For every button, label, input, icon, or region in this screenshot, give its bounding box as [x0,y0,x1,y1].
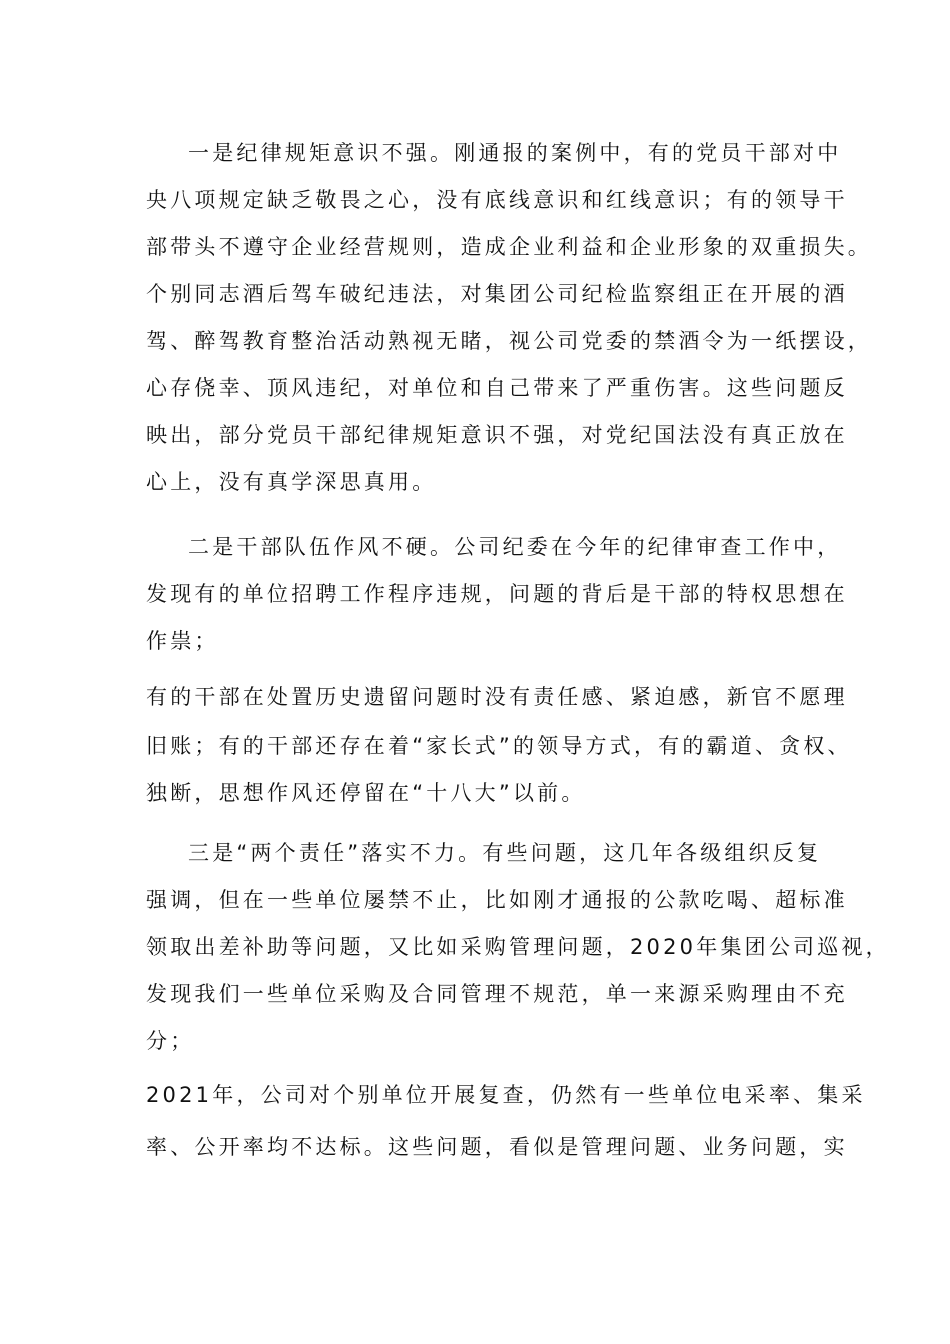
text-line: 部带头不遵守企业经营规则，造成企业利益和企业形象的双重损失。 [146,235,872,259]
text-line: 独断，思想作风还停留在“十八大”以前。 [146,781,586,805]
text-line: 分； [146,1029,195,1053]
text-line: 一是纪律规矩意识不强。刚通报的案例中，有的党员干部对中 [188,141,842,165]
text-line: 作祟； [146,629,219,653]
text-line: 强调，但在一些单位屡禁不止，比如刚才通报的公款吃喝、超标准 [146,888,848,912]
text-line: 领取出差补助等问题，又比如采购管理问题，2020年集团公司巡视， [146,935,890,959]
text-line: 映出，部分党员干部纪律规矩意识不强，对党纪国法没有真正放在 [146,423,848,447]
text-line: 2021年，公司对个别单位开展复查，仍然有一些单位电采率、集采 [146,1083,866,1107]
text-line: 发现有的单位招聘工作程序违规，问题的背后是干部的特权思想在 [146,582,848,606]
text-line: 二是干部队伍作风不硬。公司纪委在今年的纪律审查工作中， [188,535,842,559]
text-line: 个别同志酒后驾车破纪违法，对集团公司纪检监察组正在开展的酒 [146,282,848,306]
text-line: 央八项规定缺乏敬畏之心，没有底线意识和红线意识；有的领导干 [146,188,848,212]
text-line: 旧账；有的干部还存在着“家长式”的领导方式，有的霸道、贪权、 [146,734,852,758]
text-line: 有的干部在处置历史遗留问题时没有责任感、紧迫感，新官不愿理 [146,685,848,709]
text-line: 三是“两个责任”落实不力。有些问题，这几年各级组织反复 [188,841,822,865]
text-line: 发现我们一些单位采购及合同管理不规范，单一来源采购理由不充 [146,982,848,1006]
text-line: 驾、醉驾教育整治活动熟视无睹，视公司党委的禁酒令为一纸摆设， [146,329,872,353]
text-line: 心上，没有真学深思真用。 [146,470,437,494]
text-line: 心存侥幸、顶风违纪，对单位和自己带来了严重伤害。这些问题反 [146,376,848,400]
text-line: 率、公开率均不达标。这些问题，看似是管理问题、业务问题，实 [146,1135,848,1159]
